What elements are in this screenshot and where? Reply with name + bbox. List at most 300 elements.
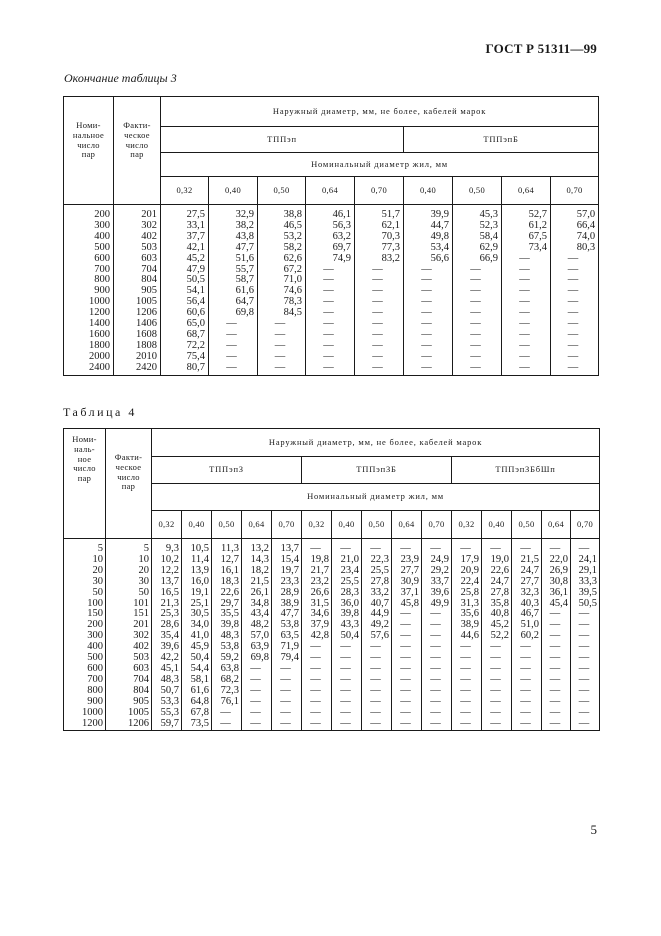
table-cell: 53,3 bbox=[152, 697, 182, 708]
diameter-header: 0,50 bbox=[212, 511, 242, 539]
table-cell: 2400 bbox=[64, 363, 114, 375]
table-cell: 804 bbox=[106, 686, 152, 697]
table-cell: 22,4 bbox=[452, 577, 482, 588]
table-row bbox=[64, 330, 599, 341]
table-cell: 27,8 bbox=[362, 577, 392, 588]
table-cell: 35,5 bbox=[212, 609, 242, 620]
table-cell: — bbox=[355, 297, 404, 308]
table-cell: — bbox=[571, 675, 600, 686]
table-cell: 1808 bbox=[114, 341, 161, 352]
table-cell: — bbox=[306, 352, 355, 363]
table-cell: 2420 bbox=[114, 363, 161, 375]
table-row bbox=[64, 708, 600, 719]
outer-diameter-header: Наружный диаметр, мм, не более, кабелей марок bbox=[161, 97, 599, 127]
diameter-header: 0,32 bbox=[161, 177, 209, 205]
table-cell: — bbox=[452, 642, 482, 653]
table-cell: 25,8 bbox=[452, 588, 482, 599]
table-cell: 45,2 bbox=[161, 254, 209, 265]
column-header-actual-pairs: Факти- ческое число пар bbox=[106, 429, 152, 539]
table-cell: 30,9 bbox=[392, 577, 422, 588]
table-cell: 38,9 bbox=[272, 599, 302, 610]
table-cell: 29,2 bbox=[422, 566, 452, 577]
table-cell: 34,8 bbox=[242, 599, 272, 610]
diameter-header: 0,50 bbox=[258, 177, 306, 205]
table-cell: 43,3 bbox=[332, 620, 362, 631]
table-cell: — bbox=[542, 664, 571, 675]
table-cell: 21,5 bbox=[512, 555, 542, 566]
table-cell: — bbox=[209, 363, 258, 375]
table-cell: — bbox=[542, 642, 571, 653]
table-cell: — bbox=[542, 653, 571, 664]
table-cell: — bbox=[362, 708, 392, 719]
table-cell: 1200 bbox=[64, 719, 106, 731]
table-cell: — bbox=[502, 319, 551, 330]
table-cell: 22,6 bbox=[482, 566, 512, 577]
table-cell: 40,8 bbox=[482, 609, 512, 620]
table-row bbox=[64, 697, 600, 708]
table-cell: — bbox=[542, 609, 571, 620]
table-cell: 33,2 bbox=[362, 588, 392, 599]
table-cell: 80,3 bbox=[551, 243, 599, 254]
table-cell: — bbox=[362, 719, 392, 731]
table-cell: — bbox=[209, 352, 258, 363]
table-cell: 57,0 bbox=[242, 631, 272, 642]
nominal-diameter-header: Номинальный диаметр жил, мм bbox=[152, 484, 600, 511]
table-cell: 804 bbox=[114, 275, 161, 286]
column-header-nominal-pairs: Номи- наль- ное число пар bbox=[64, 429, 106, 539]
table-cell: 73,5 bbox=[182, 719, 212, 731]
table-cell: 18,2 bbox=[242, 566, 272, 577]
table-cell: — bbox=[482, 686, 512, 697]
table-cell: — bbox=[392, 539, 422, 555]
diameter-header: 0,40 bbox=[182, 511, 212, 539]
table-cell: 21,3 bbox=[152, 599, 182, 610]
table-cell: 47,7 bbox=[209, 243, 258, 254]
table-cell: — bbox=[306, 297, 355, 308]
table-cell: 75,4 bbox=[161, 352, 209, 363]
table-cell: 66,9 bbox=[453, 254, 502, 265]
table-cell: — bbox=[422, 653, 452, 664]
table-cell: 28,6 bbox=[152, 620, 182, 631]
table-cell: 33,3 bbox=[571, 577, 600, 588]
table-cell: — bbox=[482, 642, 512, 653]
table-row bbox=[64, 719, 600, 731]
table-cell: — bbox=[542, 686, 571, 697]
table-cell: — bbox=[551, 265, 599, 276]
table-cell: 34,0 bbox=[182, 620, 212, 631]
table-cell: — bbox=[392, 609, 422, 620]
table-cell: 13,9 bbox=[182, 566, 212, 577]
table-cell: 1608 bbox=[114, 330, 161, 341]
table-cell: 21,7 bbox=[302, 566, 332, 577]
table-cell: 500 bbox=[64, 243, 114, 254]
table-cell: 52,7 bbox=[502, 205, 551, 221]
table-cell: 51,7 bbox=[355, 205, 404, 221]
table-cell: — bbox=[355, 341, 404, 352]
table-cell: — bbox=[302, 675, 332, 686]
table-cell: 50,7 bbox=[152, 686, 182, 697]
diameter-header: 0,50 bbox=[362, 511, 392, 539]
table-cell: — bbox=[392, 708, 422, 719]
table-cell: 74,0 bbox=[551, 232, 599, 243]
table-cell: 53,2 bbox=[258, 232, 306, 243]
table-cell: 44,7 bbox=[404, 221, 453, 232]
table-cell: — bbox=[422, 609, 452, 620]
table-cell: 27,5 bbox=[161, 205, 209, 221]
table-cell: 35,6 bbox=[452, 609, 482, 620]
table-cell: 13,2 bbox=[242, 539, 272, 555]
table-row bbox=[64, 308, 599, 319]
table-cell: 24,7 bbox=[512, 566, 542, 577]
table-cell: 100 bbox=[64, 599, 106, 610]
table-cell: — bbox=[355, 352, 404, 363]
diameter-header: 0,70 bbox=[272, 511, 302, 539]
table-cell: — bbox=[302, 539, 332, 555]
table-cell: 56,6 bbox=[404, 254, 453, 265]
table-cell: — bbox=[362, 664, 392, 675]
table-cell: 76,1 bbox=[212, 697, 242, 708]
table-cell: — bbox=[502, 275, 551, 286]
table-cell: — bbox=[512, 539, 542, 555]
table-cell: 25,5 bbox=[362, 566, 392, 577]
diameter-header: 0,40 bbox=[332, 511, 362, 539]
table-cell: — bbox=[404, 275, 453, 286]
table-cell: 38,8 bbox=[258, 205, 306, 221]
table-cell: 50,5 bbox=[161, 275, 209, 286]
table-cell: 26,6 bbox=[302, 588, 332, 599]
table-cell: 1000 bbox=[64, 708, 106, 719]
table-cell: 35,8 bbox=[482, 599, 512, 610]
table-cell: 10 bbox=[64, 555, 106, 566]
table-cell: 40,7 bbox=[362, 599, 392, 610]
table-cell: — bbox=[242, 675, 272, 686]
table-cell: — bbox=[482, 664, 512, 675]
diameter-header: 0,64 bbox=[242, 511, 272, 539]
table-cell: — bbox=[272, 664, 302, 675]
table-cell: 37,7 bbox=[161, 232, 209, 243]
table-cell: 13,7 bbox=[272, 539, 302, 555]
table-cell: 50 bbox=[64, 588, 106, 599]
table-cell: 5 bbox=[106, 539, 152, 555]
table-cell: 150 bbox=[64, 609, 106, 620]
table-cell: — bbox=[482, 708, 512, 719]
table-cell: 16,5 bbox=[152, 588, 182, 599]
table-cell: 16,1 bbox=[212, 566, 242, 577]
table-cell: 36,0 bbox=[332, 599, 362, 610]
table-cell: — bbox=[272, 686, 302, 697]
table-cell: 27,8 bbox=[482, 588, 512, 599]
table-cell: 900 bbox=[64, 286, 114, 297]
table-cell: — bbox=[332, 675, 362, 686]
table-cell: 1206 bbox=[106, 719, 152, 731]
table-cell: 101 bbox=[106, 599, 152, 610]
table-cell: — bbox=[551, 275, 599, 286]
outer-diameter-header: Наружный диаметр, мм, не более, кабелей марок bbox=[152, 429, 600, 457]
table-cell: 42,8 bbox=[302, 631, 332, 642]
table-row bbox=[64, 642, 600, 653]
table-cell: 23,3 bbox=[272, 577, 302, 588]
diameter-header: 0,64 bbox=[542, 511, 571, 539]
table-cell: 46,1 bbox=[306, 205, 355, 221]
table-row bbox=[64, 631, 600, 642]
table-cell: 38,2 bbox=[209, 221, 258, 232]
table-cell: 44,9 bbox=[362, 609, 392, 620]
table-cell: 50,4 bbox=[332, 631, 362, 642]
table-cell: 64,7 bbox=[209, 297, 258, 308]
diameter-header: 0,70 bbox=[355, 177, 404, 205]
table-cell: — bbox=[332, 539, 362, 555]
table-row bbox=[64, 297, 599, 308]
table-cell: 56,3 bbox=[306, 221, 355, 232]
table-cell: 63,5 bbox=[272, 631, 302, 642]
table-cell: 25,1 bbox=[182, 599, 212, 610]
table-cell: — bbox=[362, 642, 392, 653]
diameter-header: 0,50 bbox=[453, 177, 502, 205]
table-cell: 22,3 bbox=[362, 555, 392, 566]
table-cell: — bbox=[332, 686, 362, 697]
table-cell: 200 bbox=[64, 620, 106, 631]
table-cell: 59,2 bbox=[212, 653, 242, 664]
table-cell: — bbox=[452, 664, 482, 675]
table-cell: 31,3 bbox=[452, 599, 482, 610]
table-cell: 16,0 bbox=[182, 577, 212, 588]
table-cell: 55,7 bbox=[209, 265, 258, 276]
table-cell: — bbox=[362, 675, 392, 686]
table-cell: — bbox=[502, 341, 551, 352]
table-cell: — bbox=[422, 664, 452, 675]
table-cell: — bbox=[258, 319, 306, 330]
table-cell: — bbox=[392, 631, 422, 642]
table-cell: — bbox=[332, 664, 362, 675]
table-cell: 1200 bbox=[64, 308, 114, 319]
table-cell: — bbox=[542, 620, 571, 631]
diameter-header: 0,70 bbox=[551, 177, 599, 205]
table-cell: — bbox=[404, 286, 453, 297]
table-cell: 302 bbox=[106, 631, 152, 642]
table-cell: 905 bbox=[106, 697, 152, 708]
table-cell: — bbox=[306, 275, 355, 286]
table-row bbox=[64, 653, 600, 664]
table-cell: — bbox=[512, 719, 542, 731]
table-cell: — bbox=[404, 265, 453, 276]
table-cell: 71,0 bbox=[258, 275, 306, 286]
table-cell: — bbox=[422, 697, 452, 708]
table-cell: 20,9 bbox=[452, 566, 482, 577]
table-cell: 51,0 bbox=[512, 620, 542, 631]
table-3 bbox=[63, 96, 599, 376]
table-cell: 50 bbox=[106, 588, 152, 599]
table-cell: — bbox=[332, 653, 362, 664]
table-4 bbox=[63, 428, 600, 731]
table-cell: — bbox=[453, 363, 502, 375]
table-cell: 47,9 bbox=[161, 265, 209, 276]
table-row bbox=[64, 664, 600, 675]
table-cell: 62,1 bbox=[355, 221, 404, 232]
table-cell: 37,9 bbox=[302, 620, 332, 631]
table-cell: 23,9 bbox=[392, 555, 422, 566]
table-cell: 12,7 bbox=[212, 555, 242, 566]
table-cell: — bbox=[571, 708, 600, 719]
table-cell: 600 bbox=[64, 254, 114, 265]
table-cell: 57,6 bbox=[362, 631, 392, 642]
table-cell: — bbox=[571, 686, 600, 697]
table-cell: 39,8 bbox=[212, 620, 242, 631]
table-cell: 68,7 bbox=[161, 330, 209, 341]
table-cell: — bbox=[502, 352, 551, 363]
table-cell: — bbox=[453, 352, 502, 363]
table-row bbox=[64, 243, 599, 254]
table-cell: — bbox=[452, 653, 482, 664]
table-cell: 2000 bbox=[64, 352, 114, 363]
table-cell: 60,2 bbox=[512, 631, 542, 642]
table-cell: 30 bbox=[106, 577, 152, 588]
table-cell: 201 bbox=[106, 620, 152, 631]
table-cell: — bbox=[502, 286, 551, 297]
table-cell: — bbox=[332, 708, 362, 719]
table-cell: 39,5 bbox=[571, 588, 600, 599]
table-cell: — bbox=[209, 341, 258, 352]
table-cell: — bbox=[404, 363, 453, 375]
table-cell: 300 bbox=[64, 631, 106, 642]
table-cell: — bbox=[482, 675, 512, 686]
table-cell: 50,4 bbox=[182, 653, 212, 664]
table-cell: — bbox=[512, 642, 542, 653]
table-cell: 52,3 bbox=[453, 221, 502, 232]
table-cell: 48,3 bbox=[152, 675, 182, 686]
table-cell: 19,7 bbox=[272, 566, 302, 577]
table-cell: 62,9 bbox=[453, 243, 502, 254]
table-cell: — bbox=[306, 319, 355, 330]
table-cell: — bbox=[392, 675, 422, 686]
table-cell: 200 bbox=[64, 205, 114, 221]
table-cell: 42,2 bbox=[152, 653, 182, 664]
table-cell: 1400 bbox=[64, 319, 114, 330]
table-cell: — bbox=[272, 675, 302, 686]
table-cell: — bbox=[512, 675, 542, 686]
table-cell: — bbox=[571, 620, 600, 631]
table-cell: 905 bbox=[114, 286, 161, 297]
table-cell: — bbox=[551, 352, 599, 363]
table-cell: — bbox=[512, 708, 542, 719]
table-cell: 1005 bbox=[106, 708, 152, 719]
table-cell: — bbox=[392, 686, 422, 697]
table-cell: 1406 bbox=[114, 319, 161, 330]
table-cell: 72,2 bbox=[161, 341, 209, 352]
table-cell: 48,3 bbox=[212, 631, 242, 642]
table-cell: — bbox=[362, 686, 392, 697]
table-cell: 32,3 bbox=[512, 588, 542, 599]
table-cell: 29,7 bbox=[212, 599, 242, 610]
table-cell: — bbox=[272, 708, 302, 719]
table-cell: — bbox=[453, 308, 502, 319]
diameter-header: 0,32 bbox=[452, 511, 482, 539]
table-cell: 61,6 bbox=[209, 286, 258, 297]
table-cell: — bbox=[355, 265, 404, 276]
table-cell: — bbox=[453, 297, 502, 308]
table-cell: 33,7 bbox=[422, 577, 452, 588]
table-cell: — bbox=[272, 719, 302, 731]
table-cell: — bbox=[542, 631, 571, 642]
table-cell: — bbox=[302, 708, 332, 719]
table-row bbox=[64, 254, 599, 265]
table-cell: 1800 bbox=[64, 341, 114, 352]
table-cell: 67,2 bbox=[258, 265, 306, 276]
table-cell: 53,8 bbox=[272, 620, 302, 631]
table-cell: 44,6 bbox=[452, 631, 482, 642]
table-cell: 58,2 bbox=[258, 243, 306, 254]
table-cell: — bbox=[571, 631, 600, 642]
table-cell: — bbox=[502, 330, 551, 341]
table-cell: 11,4 bbox=[182, 555, 212, 566]
table-cell: 5 bbox=[64, 539, 106, 555]
table-cell: 69,8 bbox=[209, 308, 258, 319]
table-cell: — bbox=[392, 719, 422, 731]
table-cell: — bbox=[258, 352, 306, 363]
table-cell: — bbox=[551, 330, 599, 341]
table-cell: — bbox=[404, 319, 453, 330]
table-cell: — bbox=[258, 363, 306, 375]
table-cell: 49,2 bbox=[362, 620, 392, 631]
table-cell: 68,2 bbox=[212, 675, 242, 686]
brand-header: ТППэпЗБбШп bbox=[452, 457, 600, 484]
table-cell: 48,2 bbox=[242, 620, 272, 631]
table-cell: 56,4 bbox=[161, 297, 209, 308]
table-cell: — bbox=[502, 308, 551, 319]
table-cell: 50,5 bbox=[571, 599, 600, 610]
brand-header: ТППэп bbox=[161, 127, 404, 153]
table-cell: 704 bbox=[114, 265, 161, 276]
table-cell: 30 bbox=[64, 577, 106, 588]
table-cell: — bbox=[453, 265, 502, 276]
table-cell: — bbox=[355, 363, 404, 375]
table-row bbox=[64, 205, 599, 221]
table-cell: — bbox=[571, 653, 600, 664]
table-cell: — bbox=[422, 539, 452, 555]
table-cell: 201 bbox=[114, 205, 161, 221]
table-cell: — bbox=[453, 341, 502, 352]
table-cell: 500 bbox=[64, 653, 106, 664]
table-cell: — bbox=[212, 708, 242, 719]
table3-caption: Окончание таблицы 3 bbox=[64, 71, 177, 85]
table-cell: — bbox=[452, 708, 482, 719]
table-row bbox=[64, 539, 600, 555]
diameter-header: 0,40 bbox=[482, 511, 512, 539]
table-cell: 51,6 bbox=[209, 254, 258, 265]
nominal-diameter-header: Номинальный диаметр жил, мм bbox=[161, 153, 599, 177]
table-cell: 28,3 bbox=[332, 588, 362, 599]
table-cell: 23,2 bbox=[302, 577, 332, 588]
diameter-header: 0,64 bbox=[392, 511, 422, 539]
table-cell: — bbox=[332, 719, 362, 731]
table-cell: 10,5 bbox=[182, 539, 212, 555]
table-cell: 26,9 bbox=[542, 566, 571, 577]
table-cell: 84,5 bbox=[258, 308, 306, 319]
diameter-header: 0,32 bbox=[302, 511, 332, 539]
table-cell: 77,3 bbox=[355, 243, 404, 254]
table-cell: — bbox=[306, 330, 355, 341]
table-cell: 28,9 bbox=[272, 588, 302, 599]
column-header-nominal-pairs: Номи- нальное число пар bbox=[64, 97, 114, 205]
table-row bbox=[64, 555, 600, 566]
table-cell: 72,3 bbox=[212, 686, 242, 697]
table-cell: — bbox=[242, 697, 272, 708]
table-cell: 39,6 bbox=[152, 642, 182, 653]
table-cell: 55,3 bbox=[152, 708, 182, 719]
table-cell: 49,9 bbox=[422, 599, 452, 610]
table-cell: — bbox=[551, 254, 599, 265]
table-cell: — bbox=[355, 275, 404, 286]
table-cell: 27,7 bbox=[512, 577, 542, 588]
